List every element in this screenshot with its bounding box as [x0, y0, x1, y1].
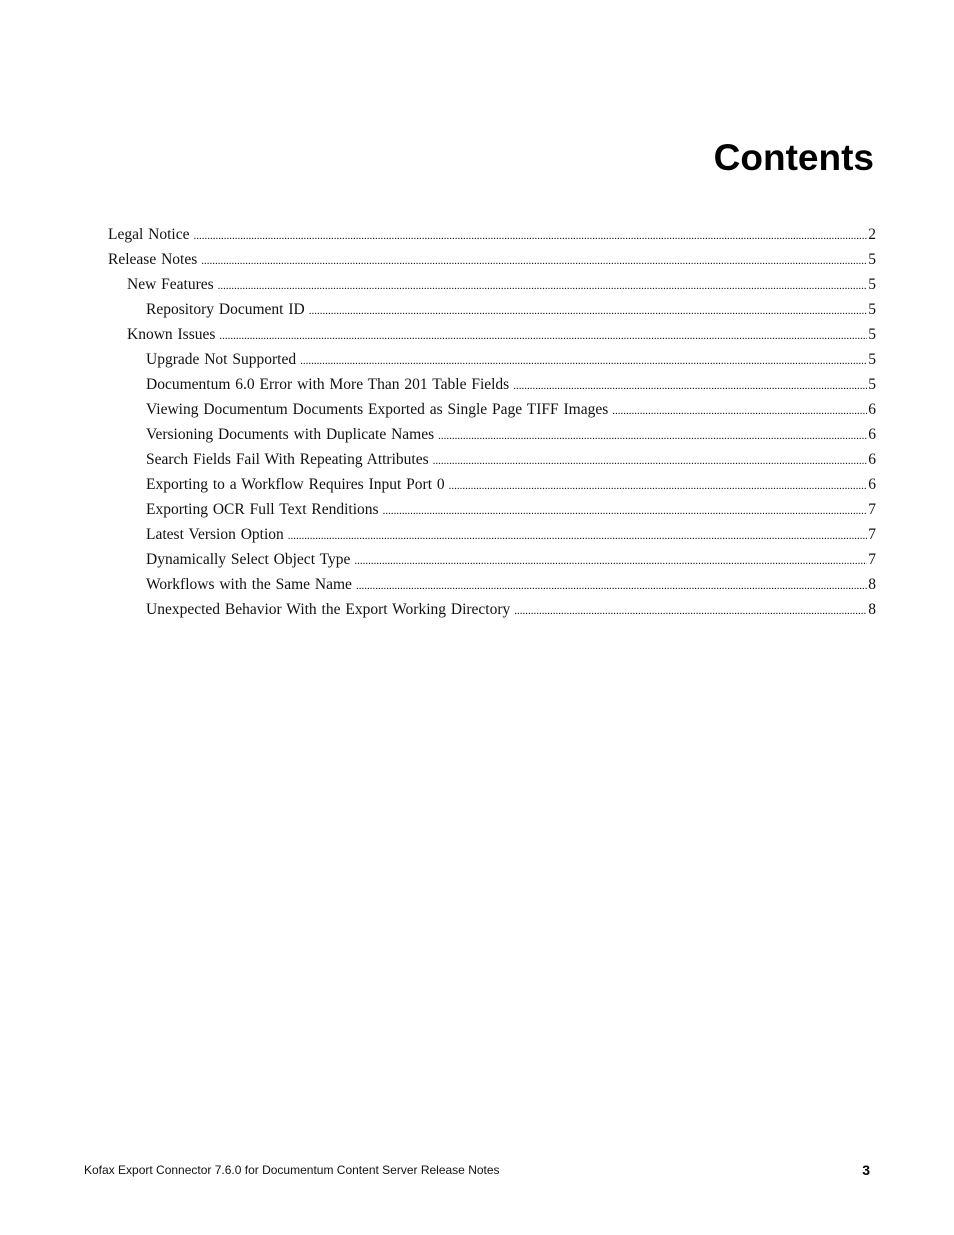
toc-entry-page: 8: [868, 601, 876, 618]
toc-entry-title: Versioning Documents with Duplicate Names: [146, 426, 435, 443]
toc-dot-leader: [201, 247, 867, 272]
toc-entry-title: Exporting OCR Full Text Renditions: [146, 501, 379, 518]
toc-entry-page: 6: [868, 451, 876, 468]
toc-dot-leader: [219, 322, 867, 347]
toc-dot-leader: [300, 347, 867, 372]
table-of-contents: [108, 222, 876, 622]
footer-document-title: Kofax Export Connector 7.6.0 for Documentum Content Server Release Notes: [84, 1163, 500, 1177]
toc-entry-title: Legal Notice: [108, 226, 190, 243]
toc-entry-page: 5: [868, 251, 876, 268]
toc-entry-page: 5: [868, 351, 876, 368]
toc-entry-page: 7: [868, 551, 876, 568]
toc-dot-leader: [354, 547, 867, 572]
toc-dot-leader: [383, 497, 868, 522]
toc-entry[interactable]: [108, 247, 876, 272]
toc-dot-leader: [356, 572, 867, 597]
toc-dot-leader: [288, 522, 867, 547]
toc-entry[interactable]: [108, 422, 876, 447]
toc-entry-page: 6: [868, 426, 876, 443]
toc-entry-page: 6: [868, 476, 876, 493]
toc-entry[interactable]: [108, 447, 876, 472]
toc-entry[interactable]: [108, 572, 876, 597]
toc-dot-leader: [218, 272, 868, 297]
toc-entry[interactable]: [108, 522, 876, 547]
footer-page-number: 3: [862, 1162, 870, 1178]
toc-dot-leader: [513, 372, 867, 397]
toc-entry-title: Workflows with the Same Name: [146, 576, 352, 593]
toc-entry-page: 5: [868, 276, 876, 293]
toc-entry-title: Viewing Documentum Documents Exported as Single Page TIFF Images: [146, 401, 609, 418]
page-title: Contents: [713, 137, 874, 178]
toc-dot-leader: [309, 297, 868, 322]
toc-entry[interactable]: [108, 547, 876, 572]
toc-entry[interactable]: [108, 397, 876, 422]
toc-entry-title: Known Issues: [127, 326, 216, 343]
toc-entry-page: 7: [868, 526, 876, 543]
toc-dot-leader: [193, 222, 867, 247]
toc-entry-title: Unexpected Behavior With the Export Working Directory: [146, 601, 511, 618]
toc-entry-page: 8: [868, 576, 876, 593]
toc-entry-page: 2: [868, 226, 876, 243]
toc-dot-leader: [514, 597, 867, 622]
toc-entry[interactable]: [108, 347, 876, 372]
toc-entry-title: Repository Document ID: [146, 301, 305, 318]
toc-entry-title: Upgrade Not Supported: [146, 351, 297, 368]
toc-dot-leader: [449, 472, 868, 497]
toc-entry-title: Exporting to a Workflow Requires Input Port 0: [146, 476, 445, 493]
toc-entry[interactable]: [108, 272, 876, 297]
toc-dot-leader: [438, 422, 867, 447]
toc-entry-title: Search Fields Fail With Repeating Attributes: [146, 451, 429, 468]
toc-entry-title: Release Notes: [108, 251, 198, 268]
toc-entry[interactable]: [108, 597, 876, 622]
toc-dot-leader: [612, 397, 867, 422]
toc-entry[interactable]: [108, 472, 876, 497]
toc-entry[interactable]: [108, 297, 876, 322]
toc-dot-leader: [433, 447, 868, 472]
toc-entry[interactable]: [108, 372, 876, 397]
toc-entry-page: 5: [868, 326, 876, 343]
toc-entry-page: 7: [868, 501, 876, 518]
toc-entry-title: New Features: [127, 276, 214, 293]
toc-entry-page: 5: [868, 301, 876, 318]
toc-entry[interactable]: [108, 322, 876, 347]
toc-entry-title: Dynamically Select Object Type: [146, 551, 351, 568]
toc-entry[interactable]: [108, 497, 876, 522]
toc-entry-page: 6: [868, 401, 876, 418]
toc-entry[interactable]: [108, 222, 876, 247]
toc-entry-title: Documentum 6.0 Error with More Than 201 Table Fields: [146, 376, 510, 393]
toc-entry-page: 5: [868, 376, 876, 393]
toc-entry-title: Latest Version Option: [146, 526, 284, 543]
